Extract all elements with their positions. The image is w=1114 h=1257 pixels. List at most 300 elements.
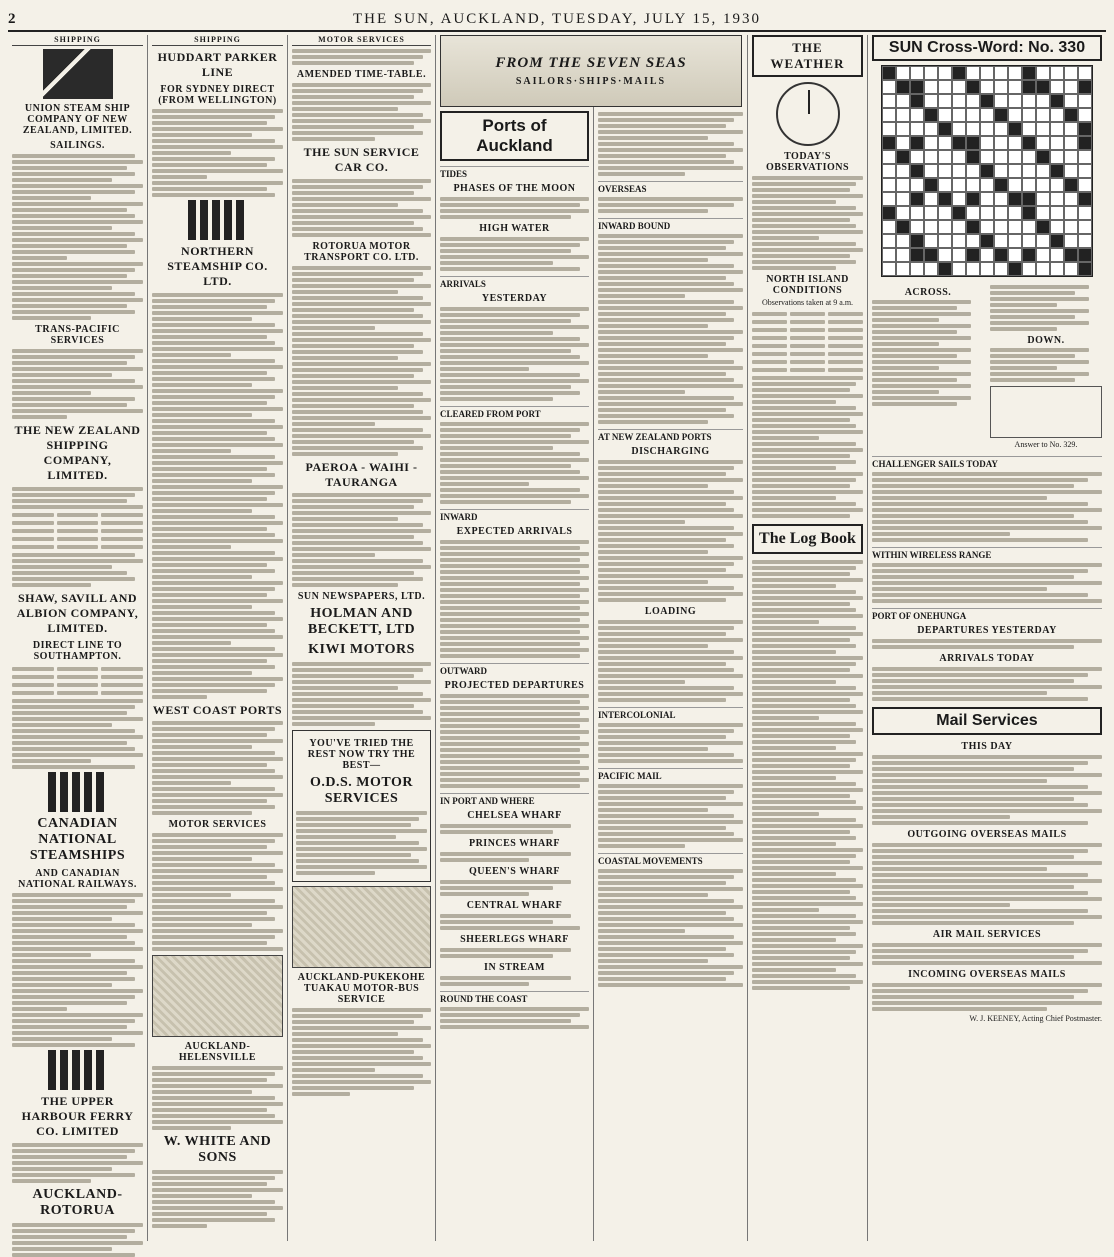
crossword-cell[interactable]	[882, 150, 896, 164]
crossword-cell[interactable]	[910, 150, 924, 164]
crossword-cell[interactable]	[1050, 108, 1064, 122]
sheerlegs-wharf-heading: SHEERLEGS WHARF	[460, 934, 569, 945]
crossword-cell[interactable]	[896, 178, 910, 192]
crossword-grid[interactable]	[881, 65, 1093, 277]
crossword-cell[interactable]	[1036, 234, 1050, 248]
weather-title: THE WEATHER	[752, 35, 863, 77]
crossword-cell[interactable]	[1008, 94, 1022, 108]
crossword-cell[interactable]	[952, 248, 966, 262]
crossword-cell[interactable]	[938, 164, 952, 178]
union-ad-title: UNION STEAM SHIP COMPANY OF NEW ZEALAND, LIMITED.	[22, 103, 133, 136]
crossword-cell[interactable]	[952, 262, 966, 276]
ods-ad	[292, 730, 431, 882]
crossword-cell	[994, 108, 1008, 122]
crossword-cell[interactable]	[938, 66, 952, 80]
crossword-cell[interactable]	[980, 122, 994, 136]
crossword-cell[interactable]	[1050, 248, 1064, 262]
crossword-cell[interactable]	[882, 108, 896, 122]
crossword-cell	[1022, 206, 1036, 220]
pukekohe-heading: AUCKLAND-PUKEKOHE TUAKAU MOTOR-BUS SERVICE	[297, 972, 426, 1005]
air-mail-heading: AIR MAIL SERVICES	[932, 929, 1042, 940]
crossword-cell[interactable]	[896, 94, 910, 108]
helensville-heading: AUCKLAND-HELENSVILLE	[178, 1041, 257, 1063]
north-island-heading: NORTH ISLAND CONDITIONS	[766, 274, 849, 296]
ods-logo: O.D.S. MOTOR SERVICES	[310, 775, 413, 806]
crossword-cell	[1022, 136, 1036, 150]
crossword-cell[interactable]	[924, 262, 938, 276]
motor-services-heading: MOTOR SERVICES	[168, 819, 267, 830]
postmaster-signature: W. J. KEENEY, Acting Chief Postmaster.	[969, 1014, 1102, 1023]
crossword-cell	[924, 108, 938, 122]
crossword-cell[interactable]	[994, 192, 1008, 206]
northern-flag-icon	[188, 200, 248, 240]
crossword-cell[interactable]	[966, 66, 980, 80]
projected-departures-heading: PROJECTED DEPARTURES	[444, 680, 585, 691]
seven-seas-subtitle: SAILORS·SHIPS·MAILS	[515, 76, 667, 87]
crossword-cell[interactable]	[1050, 122, 1064, 136]
log-book-title: The Log Book	[752, 524, 863, 554]
crossword-cell[interactable]	[1022, 220, 1036, 234]
crossword-cell[interactable]	[1008, 248, 1022, 262]
crossword-cell[interactable]	[1078, 206, 1092, 220]
crossword-cell[interactable]	[1050, 150, 1064, 164]
crossword-cell[interactable]	[994, 220, 1008, 234]
crossword-cell[interactable]	[980, 248, 994, 262]
crossword-cell[interactable]	[1078, 164, 1092, 178]
crossword-cell[interactable]	[994, 206, 1008, 220]
southampton-heading: DIRECT LINE TO SOUTHAMPTON.	[32, 640, 123, 662]
crossword-cell	[1078, 136, 1092, 150]
crossword-cell[interactable]	[1050, 220, 1064, 234]
crossword-cell[interactable]	[1078, 220, 1092, 234]
crossword-cell[interactable]	[1064, 192, 1078, 206]
central-wharf-heading: CENTRAL WHARF	[466, 900, 563, 911]
crossword-cell[interactable]	[1064, 80, 1078, 94]
crossword-cell[interactable]	[1022, 122, 1036, 136]
crossword-cell	[910, 94, 924, 108]
crossword-cell[interactable]	[1022, 262, 1036, 276]
sydney-direct-heading: FOR SYDNEY DIRECT (FROM WELLINGTON)	[158, 84, 277, 106]
crossword-cell[interactable]	[952, 192, 966, 206]
crossword-cell[interactable]	[896, 234, 910, 248]
crossword-cell[interactable]	[896, 122, 910, 136]
bus-illustration	[292, 886, 431, 968]
ods-tagline: YOU'VE TRIED THE REST NOW TRY THE BEST—	[307, 738, 416, 771]
column-weather	[748, 35, 868, 1241]
wireless-heading: WITHIN WIRELESS RANGE	[872, 547, 1102, 560]
crossword-cell[interactable]	[882, 164, 896, 178]
crossword-cell	[1036, 150, 1050, 164]
crossword-cell[interactable]	[1008, 220, 1022, 234]
crossword-cell	[910, 248, 924, 262]
crossword-cell[interactable]	[1064, 122, 1078, 136]
crossword-cell[interactable]	[1036, 192, 1050, 206]
crossword-cell[interactable]	[1078, 108, 1092, 122]
crossword-cell[interactable]	[1078, 178, 1092, 192]
crossword-cell[interactable]	[1064, 66, 1078, 80]
crossword-cell	[966, 136, 980, 150]
crossword-cell[interactable]	[980, 80, 994, 94]
crossword-cell[interactable]	[966, 234, 980, 248]
crossword-cell[interactable]	[994, 262, 1008, 276]
crossword-cell[interactable]	[1036, 206, 1050, 220]
crossword-cell[interactable]	[1050, 136, 1064, 150]
column-motor-services	[288, 35, 436, 1241]
crossword-cell[interactable]	[1036, 94, 1050, 108]
this-day-heading: THIS DAY	[961, 741, 1013, 752]
crossword-cell[interactable]	[952, 234, 966, 248]
crossword-cell[interactable]	[896, 262, 910, 276]
crossword-cell[interactable]	[1022, 108, 1036, 122]
crossword-cell[interactable]	[1022, 94, 1036, 108]
crossword-cell	[1050, 94, 1064, 108]
column-crossword-mail	[868, 35, 1106, 1241]
crossword-cell[interactable]	[882, 234, 896, 248]
crossword-cell[interactable]	[882, 94, 896, 108]
crossword-cell[interactable]	[952, 80, 966, 94]
crossword-cell[interactable]	[952, 164, 966, 178]
crossword-cell[interactable]	[980, 206, 994, 220]
crossword-cell[interactable]	[938, 248, 952, 262]
crossword-cell[interactable]	[966, 164, 980, 178]
inward-heading: INWARD	[440, 509, 589, 522]
crossword-cell	[952, 136, 966, 150]
crossword-cell[interactable]	[882, 178, 896, 192]
discharging-heading: DISCHARGING	[631, 446, 710, 457]
crossword-cell[interactable]	[1078, 234, 1092, 248]
crossword-cell[interactable]	[980, 192, 994, 206]
kiwi-motors-logo: KIWI MOTORS	[308, 642, 415, 657]
crossword-cell[interactable]	[1050, 192, 1064, 206]
crossword-cell	[966, 248, 980, 262]
column-overseas	[594, 35, 748, 1241]
crossword-cell[interactable]	[910, 206, 924, 220]
crossword-cell[interactable]	[1022, 164, 1036, 178]
moon-phases-heading: PHASES OF THE MOON	[453, 183, 576, 194]
column-header: SHIPPING	[152, 35, 283, 46]
ferry-flag-icon	[48, 1050, 108, 1090]
crossword-cell[interactable]	[1050, 80, 1064, 94]
crossword-cell[interactable]	[1064, 234, 1078, 248]
crossword-cell[interactable]	[952, 94, 966, 108]
crossword-cell[interactable]	[1064, 136, 1078, 150]
crossword-cell[interactable]	[910, 122, 924, 136]
crossword-cell[interactable]	[1050, 66, 1064, 80]
canadian-national-logo: CANADIAN NATIONAL STEAMSHIPS	[29, 816, 126, 863]
crossword-cell[interactable]	[910, 66, 924, 80]
crossword-cell[interactable]	[938, 80, 952, 94]
sailings-heading: SAILINGS.	[50, 140, 105, 151]
crossword-cell[interactable]	[938, 136, 952, 150]
crossword-cell[interactable]	[910, 262, 924, 276]
crossword-cell[interactable]	[882, 220, 896, 234]
ports-of-auckland-box	[440, 111, 589, 161]
shaw-savill-logo: SHAW, SAVILL AND ALBION COMPANY, LIMITED.	[16, 591, 139, 635]
ports-title-2: Auckland	[476, 136, 553, 155]
crossword-cell[interactable]	[1036, 262, 1050, 276]
crossword-cell[interactable]	[1008, 234, 1022, 248]
observation-time: Observations taken at 9 a.m.	[761, 298, 854, 307]
crossword-cell[interactable]	[994, 122, 1008, 136]
crossword-cell[interactable]	[1064, 164, 1078, 178]
crossword-cell	[910, 234, 924, 248]
column-shipping-1	[8, 35, 148, 1241]
crossword-cell[interactable]	[938, 220, 952, 234]
crossword-cell[interactable]	[1078, 66, 1092, 80]
crossword-cell[interactable]	[896, 136, 910, 150]
crossword-cell[interactable]	[994, 164, 1008, 178]
crossword-cell[interactable]	[1036, 122, 1050, 136]
crossword-cell[interactable]	[994, 234, 1008, 248]
high-water-heading: HIGH WATER	[479, 223, 550, 234]
column-header: MOTOR SERVICES	[292, 35, 431, 46]
crossword-cell[interactable]	[910, 220, 924, 234]
crossword-cell[interactable]	[980, 150, 994, 164]
crossword-cell[interactable]	[924, 122, 938, 136]
crossword-title: SUN Cross-Word: No. 330	[872, 35, 1102, 61]
column-header: SHIPPING	[12, 35, 143, 46]
in-port-heading: IN PORT AND WHERE	[440, 793, 589, 806]
crossword-cell[interactable]	[1078, 94, 1092, 108]
incoming-mails-heading: INCOMING OVERSEAS MAILS	[908, 969, 1066, 980]
sailings-text	[12, 154, 143, 320]
crossword-cell[interactable]	[1022, 234, 1036, 248]
crossword-cell[interactable]	[882, 262, 896, 276]
tides-heading: TIDES	[440, 166, 589, 179]
crossword-cell[interactable]	[980, 178, 994, 192]
crossword-cell[interactable]	[1064, 262, 1078, 276]
crossword-cell[interactable]	[882, 122, 896, 136]
crossword-cell[interactable]	[966, 122, 980, 136]
crossword-cell	[1064, 178, 1078, 192]
crossword-cell	[980, 234, 994, 248]
canadian-railways-heading: AND CANADIAN NATIONAL RAILWAYS.	[18, 868, 137, 890]
crossword-cell[interactable]	[896, 66, 910, 80]
crossword-cell[interactable]	[952, 122, 966, 136]
crossword-cell[interactable]	[1050, 178, 1064, 192]
crossword-cell[interactable]	[896, 206, 910, 220]
auckland-rotorua-logo: AUCKLAND-ROTORUA	[32, 1187, 123, 1218]
crossword-cell	[1036, 220, 1050, 234]
nz-shipping-logo: THE NEW ZEALAND SHIPPING COMPANY, LIMITED.	[14, 423, 141, 482]
crossword-cell[interactable]	[1064, 150, 1078, 164]
crossword-cell[interactable]	[966, 108, 980, 122]
crossword-cell[interactable]	[1050, 206, 1064, 220]
crossword-cell[interactable]	[952, 108, 966, 122]
crossword-cell[interactable]	[938, 178, 952, 192]
crossword-cell	[1050, 234, 1064, 248]
crossword-cell[interactable]	[924, 66, 938, 80]
crossword-cell[interactable]	[1064, 220, 1078, 234]
crossword-cell[interactable]	[910, 178, 924, 192]
crossword-cell[interactable]	[994, 80, 1008, 94]
crossword-cell[interactable]	[938, 206, 952, 220]
holman-logo: HOLMAN AND BECKETT, LTD	[307, 606, 416, 637]
crossword-cell[interactable]	[924, 80, 938, 94]
crossword-cell[interactable]	[952, 178, 966, 192]
departures-yesterday-heading: DEPARTURES YESTERDAY	[917, 625, 1057, 636]
crossword-cell[interactable]	[980, 262, 994, 276]
round-coast-heading: ROUND THE COAST	[440, 991, 589, 1004]
crossword-cell[interactable]	[896, 248, 910, 262]
cleared-heading: CLEARED FROM PORT	[440, 406, 589, 419]
crossword-cell[interactable]	[1078, 150, 1092, 164]
crossword-cell[interactable]	[938, 150, 952, 164]
crossword-cell	[966, 192, 980, 206]
crossword-cell[interactable]	[882, 192, 896, 206]
crossword-cell[interactable]	[1022, 178, 1036, 192]
ports-title-1: Ports of	[482, 116, 547, 135]
intercolonial-heading: INTERCOLONIAL	[598, 707, 743, 720]
answer-grid	[990, 386, 1102, 438]
crossword-cell	[1008, 262, 1022, 276]
crossword-cell[interactable]	[1036, 248, 1050, 262]
crossword-cell	[966, 150, 980, 164]
crossword-cell[interactable]	[966, 262, 980, 276]
crossword-cell	[882, 206, 896, 220]
coastal-heading: COASTAL MOVEMENTS	[598, 853, 743, 866]
crossword-cell	[1022, 248, 1036, 262]
crossword-cell[interactable]	[924, 220, 938, 234]
crossword-cell[interactable]	[938, 94, 952, 108]
union-flag-icon	[43, 49, 113, 99]
crossword-cell[interactable]	[938, 108, 952, 122]
queens-wharf-heading: QUEEN'S WHARF	[468, 866, 561, 877]
crossword-cell[interactable]	[1008, 178, 1022, 192]
paeroa-heading: PAEROA - WAIHI - TAURANGA	[305, 460, 418, 489]
crossword-cell[interactable]	[1008, 206, 1022, 220]
crossword-cell[interactable]	[1008, 136, 1022, 150]
crossword-cell[interactable]	[1036, 136, 1050, 150]
crossword-cell[interactable]	[966, 178, 980, 192]
crossword-cell	[882, 66, 896, 80]
outgoing-mails-heading: OUTGOING OVERSEAS MAILS	[907, 829, 1067, 840]
crossword-cell[interactable]	[1036, 66, 1050, 80]
crossword-cell	[924, 178, 938, 192]
crossword-cell[interactable]	[994, 66, 1008, 80]
outward-heading: OUTWARD	[440, 663, 589, 676]
rotorua-motor-heading: ROTORUA MOTOR TRANSPORT CO. LTD.	[304, 241, 419, 263]
arrivals-today-heading: ARRIVALS TODAY	[939, 653, 1035, 664]
crossword-cell	[938, 122, 952, 136]
crossword-cell	[910, 80, 924, 94]
northern-steamship-logo: NORTHERN STEAMSHIP CO. LTD.	[167, 244, 268, 288]
crossword-cell	[980, 164, 994, 178]
west-coast-heading: WEST COAST PORTS	[152, 703, 283, 717]
crossword-cell	[952, 206, 966, 220]
crossword-cell[interactable]	[1008, 150, 1022, 164]
pacific-mail-heading: PACIFIC MAIL	[598, 768, 743, 781]
crossword-cell	[1022, 192, 1036, 206]
crossword-cell[interactable]	[1008, 108, 1022, 122]
crossword-cell	[910, 164, 924, 178]
crossword-cell[interactable]	[952, 150, 966, 164]
crossword-cell[interactable]	[1064, 94, 1078, 108]
crossword-cell[interactable]	[896, 108, 910, 122]
crossword-cell[interactable]	[1008, 164, 1022, 178]
crossword-cell[interactable]	[938, 234, 952, 248]
white-sons-logo: W. WHITE AND SONS	[163, 1134, 272, 1165]
crossword-cell[interactable]	[980, 108, 994, 122]
crossword-cell	[1078, 262, 1092, 276]
crossword-cell	[1078, 248, 1092, 262]
crossword-cell[interactable]	[924, 206, 938, 220]
crossword-cell	[1022, 80, 1036, 94]
huddart-parker-logo: HUDDART PARKER LINE	[157, 50, 278, 79]
crossword-cell[interactable]	[966, 206, 980, 220]
crossword-cell	[952, 66, 966, 80]
crossword-cell[interactable]	[882, 80, 896, 94]
crossword-cell	[966, 80, 980, 94]
crossword-cell[interactable]	[1008, 66, 1022, 80]
crossword-cell	[924, 248, 938, 262]
canadian-flag-icon	[48, 772, 108, 812]
crossword-cell[interactable]	[896, 164, 910, 178]
crossword-cell[interactable]	[966, 94, 980, 108]
crossword-cell[interactable]	[896, 192, 910, 206]
crossword-cell[interactable]	[1036, 178, 1050, 192]
crossword-cell	[910, 136, 924, 150]
crossword-cell[interactable]	[924, 192, 938, 206]
loading-heading: LOADING	[644, 606, 697, 617]
crossword-cell[interactable]	[952, 220, 966, 234]
columns	[8, 35, 1106, 1241]
crossword-cell[interactable]	[1064, 206, 1078, 220]
crossword-cell[interactable]	[924, 234, 938, 248]
chelsea-wharf-heading: CHELSEA WHARF	[467, 810, 562, 821]
crossword-cell	[1078, 192, 1092, 206]
crossword-cell	[994, 248, 1008, 262]
challenger-heading: CHALLENGER SAILS TODAY	[872, 456, 1102, 469]
crossword-cell[interactable]	[1050, 262, 1064, 276]
crossword-cell[interactable]	[924, 136, 938, 150]
crossword-cell[interactable]	[994, 150, 1008, 164]
crossword-cell[interactable]	[1022, 150, 1036, 164]
crossword-cell[interactable]	[924, 164, 938, 178]
crossword-cell	[896, 150, 910, 164]
crossword-cell[interactable]	[994, 136, 1008, 150]
crossword-cell[interactable]	[924, 94, 938, 108]
masthead-title: THE SUN, AUCKLAND, TUESDAY, JULY 15, 1930	[352, 11, 762, 27]
crossword-cell	[896, 80, 910, 94]
barometer-icon	[776, 82, 840, 146]
page-number: 2	[8, 11, 16, 27]
todays-observations-heading: TODAY'S OBSERVATIONS	[765, 151, 850, 173]
crossword-cell[interactable]	[924, 150, 938, 164]
crossword-cell	[1050, 164, 1064, 178]
mail-services-title: Mail Services	[872, 707, 1102, 735]
crossword-cell	[1036, 80, 1050, 94]
crossword-cell[interactable]	[980, 220, 994, 234]
crossword-cell	[1008, 122, 1022, 136]
crossword-cell	[938, 192, 952, 206]
amended-heading: AMENDED TIME-TABLE.	[296, 69, 427, 80]
crossword-cell	[896, 220, 910, 234]
crossword-cell	[980, 94, 994, 108]
crossword-cell	[938, 262, 952, 276]
crossword-cell[interactable]	[1036, 108, 1050, 122]
crossword-cell[interactable]	[882, 248, 896, 262]
crossword-cell[interactable]	[1008, 80, 1022, 94]
sun-newspapers-heading: SUN NEWSPAPERS, LTD.	[297, 591, 426, 602]
crossword-cell[interactable]	[994, 94, 1008, 108]
crossword-cell[interactable]	[910, 108, 924, 122]
crossword-cell[interactable]	[980, 66, 994, 80]
at-nz-ports-heading: AT NEW ZEALAND PORTS	[598, 429, 743, 442]
crossword-cell[interactable]	[1036, 164, 1050, 178]
in-stream-heading: IN STREAM	[484, 962, 545, 973]
crossword-cell[interactable]	[980, 136, 994, 150]
